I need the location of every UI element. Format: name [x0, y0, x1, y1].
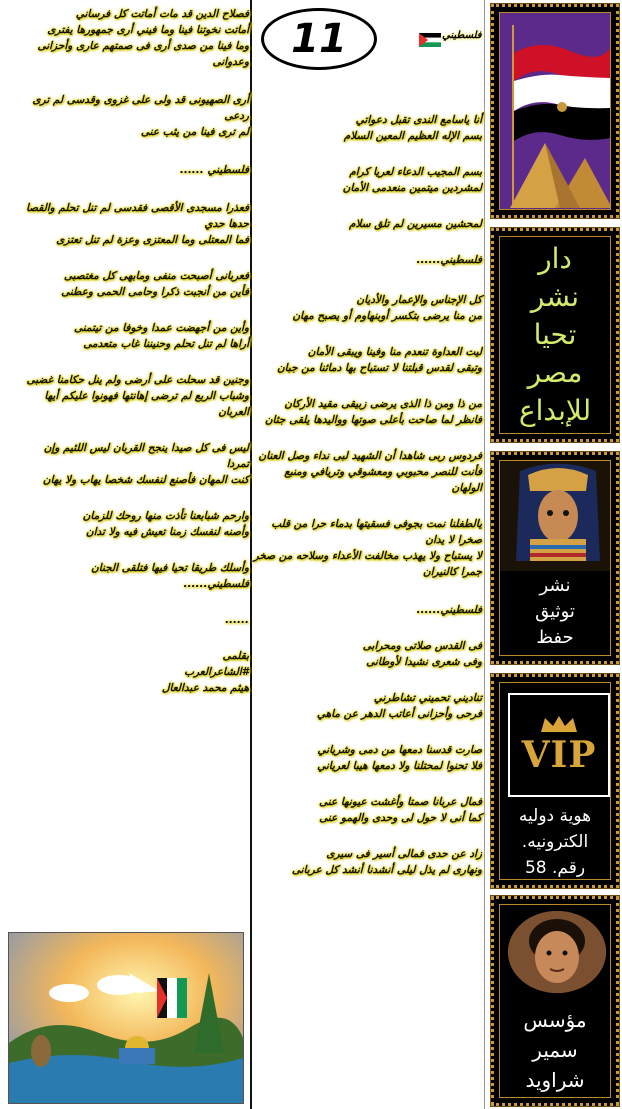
peace-artwork-image	[8, 932, 244, 1104]
poem-line: من ذا ومن ذا الذى يرضى زبيقى مقيد الأركان	[284, 398, 482, 410]
founder-line: شراويد	[525, 1068, 585, 1092]
poem-line: كما أنى لا حول لى وحدى والهمو عنى	[319, 812, 482, 824]
poem-line: فصلاح الدين قد مات أماتت كل فرساني	[75, 8, 249, 20]
poem-line: وعدوانى	[212, 56, 249, 68]
poem-line: أراها لم تنل تحلم وحنيننا غاب متعدمى	[83, 338, 249, 350]
poem-line: فلسطيني......	[183, 578, 249, 590]
pub-title-line: مصر	[527, 356, 583, 389]
poem-line: وأسلك طريقا تحيا فيها فتلقى الجنان	[91, 562, 249, 574]
poem-line: وما فينا من صدى أرى فى صمتهم عارى وأحزانى	[37, 40, 249, 52]
poem-stanza	[4, 648, 249, 696]
poem-line: يالطفلنا نمت بجوفى فسقيتها بدماء حرا من قلب	[271, 518, 482, 530]
poem-line: فعربانى أصبحت منفى ومابهى كل مغتصبى	[63, 270, 249, 282]
poem-stanza	[4, 92, 249, 140]
page-number-badge: 11	[261, 8, 377, 70]
poem-line: حدها حدي	[204, 218, 249, 230]
founder-line: سمير	[532, 1038, 578, 1062]
poem-stanza	[4, 372, 249, 420]
publisher-title	[519, 240, 591, 430]
poem-line: ليس فى كل صيدا ينجح القربان ليس اللئيم وإن	[43, 442, 249, 454]
poem-line: كنت المهان فأصنع لنفسك شخصا يهاب ولا يهان	[42, 474, 249, 486]
international-id	[500, 803, 610, 880]
vip-badge: VIP	[508, 693, 610, 797]
poem-line: لمحشين مسيرين لم تلق سلام	[349, 218, 482, 230]
poem-stanza	[256, 252, 482, 268]
poem-line: فلا تحنوا لمحتلنا ولا دمعها هيبا لعرياني	[317, 760, 482, 772]
poem-line: لمشردين ميتمين منعدمى الأمان	[342, 182, 482, 194]
poem-line: أنا ياسامع الندى تقبل دعواتي	[355, 114, 482, 126]
poem-stanza	[4, 200, 249, 248]
poem-stanza	[256, 344, 482, 376]
poem-stanza	[4, 268, 249, 300]
poem-line: صخرا لا يدان	[425, 534, 482, 546]
poem-line: أرى الصهيونى قد ولى على غزوى وقدسى لم ترى	[32, 94, 249, 106]
poem-stanza	[4, 162, 249, 178]
poem-line: وارحم شبابعنا تأذت منها روحك للزمان	[82, 510, 249, 522]
poem-column-middle	[253, 112, 482, 878]
poem-stanza	[4, 612, 249, 628]
poem-line: ردعى	[224, 110, 249, 122]
poem-line: من منا يرضى بتكسر أوبنهاوم أو يصبح مهان	[292, 310, 482, 322]
poem-stanza	[256, 216, 482, 232]
pub-title-line: تحيا	[533, 318, 577, 351]
poem-line: فلسطيني......	[416, 254, 482, 266]
poem-stanza	[256, 602, 482, 618]
poem-line: زاد عن حدى فمالى أسير فى سيرى	[326, 848, 482, 860]
poem-line: #الشاعرالعرب	[184, 666, 249, 678]
poem-stanza	[4, 508, 249, 540]
services-panel	[491, 452, 619, 664]
poem-line: وأين من أجهضت عمدا وخوفا من تيتمنى	[74, 322, 249, 334]
poem-line: بسم الإله العظيم المعين السلام	[343, 130, 482, 142]
poem-line: تمردا	[226, 458, 249, 470]
poem-line: فعذرا مسجدى الأقصى فقدسى لم تنل تحلم والقصا	[25, 202, 249, 214]
services-line: حفظ	[536, 627, 574, 648]
poem-line: وشباب الربع لم ترضى إهانتها فهونوا عليكم أيها	[44, 390, 249, 402]
poem-stanza	[4, 6, 249, 70]
poem-line: وأصنه لنفسك زمنا تعيش فيه ولا تدان	[85, 526, 249, 538]
poem-stanza	[256, 638, 482, 670]
vip-panel	[491, 674, 619, 888]
poem-line: ليت العداوة تنعدم منا وفينا ويبقى الأمان	[307, 346, 482, 358]
poem-line: الولهان	[451, 482, 482, 494]
poem-line: ونهارى لم يذل ليلى أنشدنا أنشد كل عربانى	[291, 864, 482, 876]
poem-stanza	[256, 742, 482, 774]
founder-name	[500, 1005, 610, 1095]
services-line: توثيق	[535, 601, 575, 622]
poem-line: بسم المجيب الدعاء لعريا كرام	[349, 166, 482, 178]
column-divider	[250, 0, 252, 1109]
poem-stanza	[256, 396, 482, 428]
founder-panel	[491, 896, 619, 1106]
poem-stanza	[4, 440, 249, 488]
poem-line: لم ترى فينا من يثب عنى	[140, 126, 249, 138]
poem-line: لا يستباح ولا يهذب مخالفت الأعداء وسلاحه من صخر	[253, 550, 482, 562]
right-divider	[484, 0, 485, 1109]
poem-line: صارت قدسنا دمعها من دمى وشرياني	[317, 744, 482, 756]
poem-line: وفى شعرى نشيدا لأوطانى	[366, 656, 482, 668]
poem-line: فردوس ربى شاهدا أن الشهيد لبى نداء وصل العنان	[258, 450, 482, 462]
poem-line: العربان	[218, 406, 249, 418]
poem-line: فانظر لما صاحت بأعلى صوتها وواليدها يلقى جثان	[264, 414, 482, 426]
poem-stanza	[4, 560, 249, 592]
poem-line: تناديني تحميني تشاطرني	[373, 692, 482, 704]
poem-line: فأين من أنجبت ذكرا وحامى الحمى وعطنى	[61, 286, 249, 298]
palestine-flag-icon	[419, 32, 441, 46]
egypt-flag-panel	[491, 4, 619, 218]
poem-stanza	[256, 164, 482, 196]
id-lines-line: هوية دوليه	[518, 806, 592, 826]
pub-title-line: دار	[538, 242, 572, 275]
poem-stanza	[4, 320, 249, 352]
poem-stanza	[256, 794, 482, 826]
poem-line: هيثم محمد عبدالعال	[161, 682, 249, 694]
pub-title-line: نشر	[530, 280, 580, 313]
pharaoh-portrait-image	[500, 461, 611, 571]
id-lines-line: الكترونيه.	[521, 832, 589, 852]
poem-line: فرحى وأحزانى أعاتب الدهر عن ماهي	[316, 708, 482, 720]
publisher-panel	[491, 228, 619, 442]
poem-line: بقلمى	[222, 650, 249, 662]
poem-line: جمرا كالنيران	[422, 566, 482, 578]
poem-line: فلسطيني ......	[179, 164, 249, 176]
founder-avatar	[508, 911, 606, 993]
poem-stanza	[256, 112, 482, 144]
poem-line: وجنين قد سحلت على أرضى ولم ينل حكامنا غضبى	[26, 374, 249, 386]
poem-line: وتبقى لقدس قبلتنا لا تستباح بها دمائنا من جبان	[276, 362, 482, 374]
poem-line: كل الإجناس والإعمار والأديان	[356, 294, 482, 306]
crown-icon	[539, 714, 579, 734]
poem-line: ......	[225, 614, 249, 626]
services-list	[500, 573, 610, 651]
pub-title-line: للإبداع	[518, 394, 592, 427]
id-lines-line: رقم. 58	[524, 858, 586, 878]
egypt-flag-icon	[500, 13, 611, 210]
poem-stanza	[253, 516, 482, 580]
services-line: نشر	[539, 575, 571, 596]
poem-stanza	[256, 448, 482, 496]
poem-line: أماتت نخوتنا فينا وما فيني أرى جمهورها يفترى	[47, 24, 249, 36]
poem-line: فأنت للنصر محبوبي ومعشوقي وتريافي ومنبع	[284, 466, 482, 478]
poem-line: فما المعتلى وما المعتزى وعزة لم تنل تعتزى	[56, 234, 249, 246]
poem-stanza	[256, 690, 482, 722]
poem-column-left	[4, 6, 249, 696]
founder-line: مؤسس	[523, 1008, 587, 1032]
poem-line: فلسطيني......	[416, 604, 482, 616]
poem-line: فمال عربانا صمتا وأغشت عيونها عنى	[318, 796, 482, 808]
header-label: فلسطيني	[442, 30, 482, 41]
poem-stanza	[256, 292, 482, 324]
poem-stanza	[256, 846, 482, 878]
poem-line: فى القدس صلاتى ومحرابى	[362, 640, 482, 652]
